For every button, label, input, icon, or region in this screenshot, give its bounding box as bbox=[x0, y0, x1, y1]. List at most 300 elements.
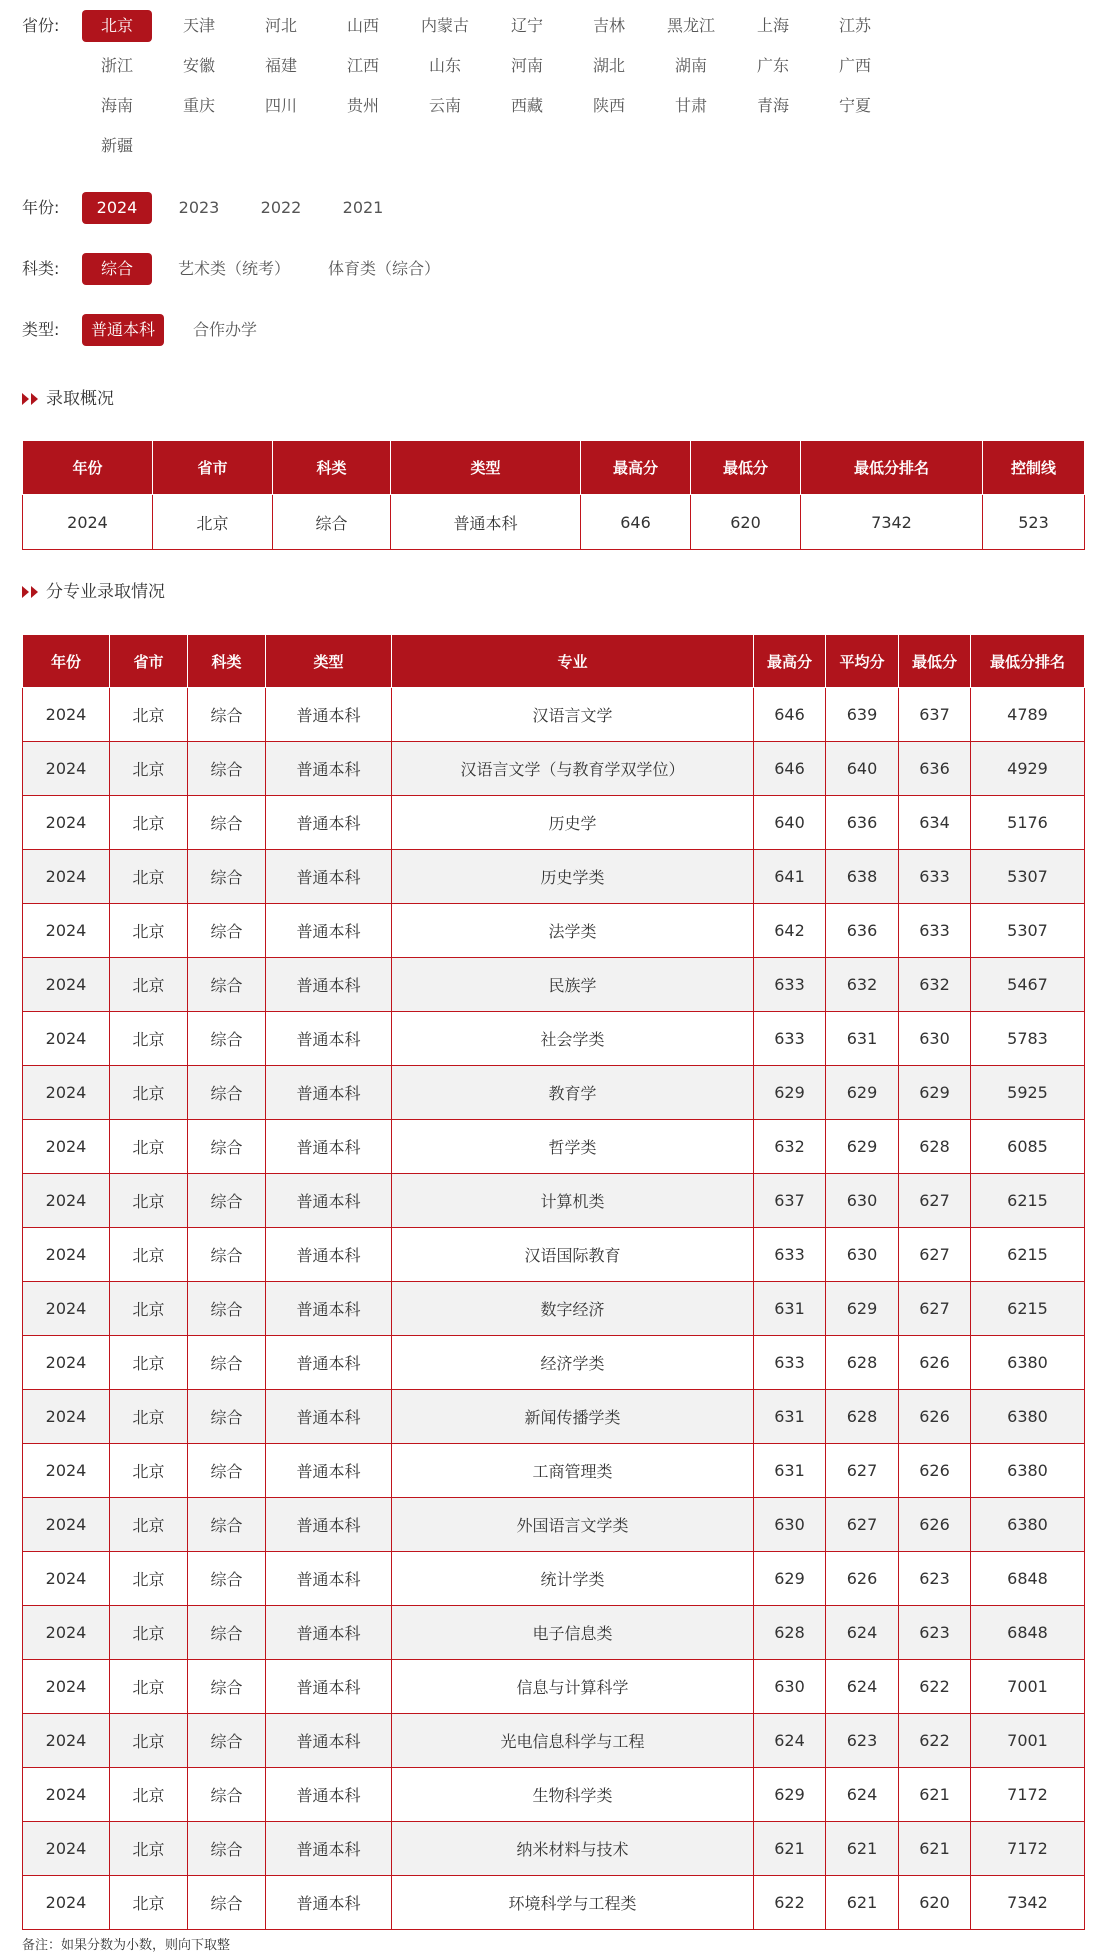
overview-header-row bbox=[23, 441, 1085, 495]
overview-header-cell: 最低分排名 bbox=[801, 441, 983, 495]
table-cell: 北京 bbox=[153, 495, 273, 550]
table-cell: 综合 bbox=[188, 1552, 266, 1606]
province-option[interactable]: 云南 bbox=[428, 96, 461, 115]
table-cell: 628 bbox=[754, 1606, 826, 1660]
table-cell: 经济学类 bbox=[392, 1336, 754, 1390]
table-cell: 626 bbox=[899, 1336, 971, 1390]
table-cell: 普通本科 bbox=[266, 796, 392, 850]
table-cell: 6848 bbox=[971, 1606, 1085, 1660]
table-cell: 641 bbox=[754, 850, 826, 904]
table-cell: 北京 bbox=[110, 1552, 188, 1606]
table-cell: 633 bbox=[754, 1228, 826, 1282]
table-cell: 2024 bbox=[23, 1552, 110, 1606]
table-cell: 北京 bbox=[110, 850, 188, 904]
table-cell: 普通本科 bbox=[266, 904, 392, 958]
table-row bbox=[23, 742, 1085, 796]
table-cell: 632 bbox=[826, 958, 899, 1012]
table-cell: 北京 bbox=[110, 1444, 188, 1498]
table-cell: 5307 bbox=[971, 850, 1085, 904]
year-option[interactable]: 2021 bbox=[342, 198, 384, 217]
table-cell: 6215 bbox=[971, 1228, 1085, 1282]
arrow-right-icon bbox=[31, 393, 38, 405]
table-cell: 7342 bbox=[971, 1876, 1085, 1930]
province-option[interactable]: 天津 bbox=[182, 16, 215, 35]
province-option[interactable]: 西藏 bbox=[510, 96, 543, 115]
table-cell: 6380 bbox=[971, 1390, 1085, 1444]
table-cell: 631 bbox=[754, 1444, 826, 1498]
province-option[interactable]: 上海 bbox=[756, 16, 789, 35]
table-cell: 汉语言文学（与教育学双学位） bbox=[392, 742, 754, 796]
table-cell: 6085 bbox=[971, 1120, 1085, 1174]
table-cell: 普通本科 bbox=[266, 1876, 392, 1930]
table-cell: 622 bbox=[754, 1876, 826, 1930]
table-cell: 普通本科 bbox=[266, 1336, 392, 1390]
table-cell: 629 bbox=[754, 1552, 826, 1606]
table-cell: 北京 bbox=[110, 796, 188, 850]
majors-header-cell: 最低分 bbox=[899, 635, 971, 688]
table-cell: 629 bbox=[754, 1066, 826, 1120]
category-option[interactable]: 体育类（综合） bbox=[327, 259, 440, 278]
table-row bbox=[23, 958, 1085, 1012]
table-cell: 6380 bbox=[971, 1336, 1085, 1390]
table-cell: 636 bbox=[826, 796, 899, 850]
table-cell: 629 bbox=[754, 1768, 826, 1822]
majors-section-title: 分专业录取情况 bbox=[22, 577, 165, 607]
table-cell: 6380 bbox=[971, 1498, 1085, 1552]
table-cell: 6380 bbox=[971, 1444, 1085, 1498]
table-cell: 北京 bbox=[110, 958, 188, 1012]
province-option[interactable]: 江西 bbox=[346, 56, 379, 75]
table-cell: 523 bbox=[983, 495, 1085, 550]
table-cell: 哲学类 bbox=[392, 1120, 754, 1174]
table-cell: 社会学类 bbox=[392, 1012, 754, 1066]
table-cell: 620 bbox=[691, 495, 801, 550]
province-option[interactable]: 海南 bbox=[100, 96, 133, 115]
table-cell: 2024 bbox=[23, 1876, 110, 1930]
majors-header-cell: 最低分排名 bbox=[971, 635, 1085, 688]
province-option[interactable]: 甘肃 bbox=[674, 96, 707, 115]
province-option[interactable]: 青海 bbox=[756, 96, 789, 115]
table-cell: 630 bbox=[826, 1174, 899, 1228]
table-cell: 北京 bbox=[110, 688, 188, 742]
province-option[interactable]: 宁夏 bbox=[838, 96, 871, 115]
table-cell: 5925 bbox=[971, 1066, 1085, 1120]
table-cell: 环境科学与工程类 bbox=[392, 1876, 754, 1930]
table-cell: 普通本科 bbox=[266, 1660, 392, 1714]
table-cell: 普通本科 bbox=[266, 1174, 392, 1228]
table-cell: 北京 bbox=[110, 1066, 188, 1120]
type-option[interactable]: 合作办学 bbox=[192, 320, 257, 339]
table-cell: 633 bbox=[899, 850, 971, 904]
province-option[interactable]: 江苏 bbox=[838, 16, 871, 35]
table-cell: 629 bbox=[899, 1066, 971, 1120]
table-cell: 2024 bbox=[23, 1822, 110, 1876]
table-cell: 外国语言文学类 bbox=[392, 1498, 754, 1552]
table-cell: 纳米材料与技术 bbox=[392, 1822, 754, 1876]
province-option[interactable]: 山西 bbox=[346, 16, 379, 35]
table-cell: 626 bbox=[826, 1552, 899, 1606]
table-cell: 7001 bbox=[971, 1714, 1085, 1768]
table-cell: 2024 bbox=[23, 796, 110, 850]
table-cell: 北京 bbox=[110, 1498, 188, 1552]
table-cell: 5307 bbox=[971, 904, 1085, 958]
table-cell: 633 bbox=[899, 904, 971, 958]
table-cell: 普通本科 bbox=[266, 1120, 392, 1174]
table-cell: 630 bbox=[754, 1660, 826, 1714]
table-cell: 综合 bbox=[188, 742, 266, 796]
overview-section-title: 录取概况 bbox=[22, 384, 114, 414]
year-option[interactable]: 2022 bbox=[260, 198, 302, 217]
table-cell: 7342 bbox=[801, 495, 983, 550]
majors-header-cell: 年份 bbox=[23, 635, 110, 688]
table-cell: 2024 bbox=[23, 1660, 110, 1714]
table-cell: 法学类 bbox=[392, 904, 754, 958]
table-cell: 历史学 bbox=[392, 796, 754, 850]
table-cell: 普通本科 bbox=[266, 1012, 392, 1066]
table-cell: 621 bbox=[826, 1876, 899, 1930]
table-cell: 633 bbox=[754, 1336, 826, 1390]
table-cell: 637 bbox=[899, 688, 971, 742]
table-row bbox=[23, 1606, 1085, 1660]
overview-header-cell: 最低分 bbox=[691, 441, 801, 495]
table-cell: 普通本科 bbox=[266, 1228, 392, 1282]
category-filter bbox=[22, 253, 1084, 285]
table-cell: 627 bbox=[826, 1498, 899, 1552]
table-cell: 623 bbox=[899, 1552, 971, 1606]
overview-header-cell: 科类 bbox=[273, 441, 391, 495]
table-cell: 北京 bbox=[110, 1336, 188, 1390]
table-cell: 621 bbox=[899, 1768, 971, 1822]
table-cell: 综合 bbox=[188, 1714, 266, 1768]
table-cell: 626 bbox=[899, 1390, 971, 1444]
year-filter bbox=[22, 192, 1084, 224]
table-cell: 627 bbox=[899, 1282, 971, 1336]
overview-table bbox=[22, 440, 1085, 550]
table-cell: 622 bbox=[899, 1714, 971, 1768]
table-cell: 电子信息类 bbox=[392, 1606, 754, 1660]
year-label: 年份: bbox=[22, 198, 60, 217]
table-cell: 624 bbox=[754, 1714, 826, 1768]
province-option[interactable]: 辽宁 bbox=[510, 16, 543, 35]
table-cell: 634 bbox=[899, 796, 971, 850]
table-cell: 630 bbox=[754, 1498, 826, 1552]
province-option[interactable]: 黑龙江 bbox=[666, 16, 715, 35]
table-cell: 北京 bbox=[110, 1822, 188, 1876]
table-cell: 2024 bbox=[23, 1390, 110, 1444]
table-cell: 统计学类 bbox=[392, 1552, 754, 1606]
table-cell: 综合 bbox=[188, 1444, 266, 1498]
table-cell: 2024 bbox=[23, 1120, 110, 1174]
table-cell: 646 bbox=[754, 688, 826, 742]
table-cell: 2024 bbox=[23, 495, 153, 550]
province-option[interactable]: 贵州 bbox=[346, 96, 379, 115]
table-cell: 2024 bbox=[23, 1714, 110, 1768]
table-cell: 综合 bbox=[188, 1876, 266, 1930]
table-cell: 631 bbox=[826, 1012, 899, 1066]
type-label: 类型: bbox=[22, 320, 60, 339]
table-cell: 2024 bbox=[23, 1336, 110, 1390]
table-cell: 综合 bbox=[188, 796, 266, 850]
table-cell: 632 bbox=[899, 958, 971, 1012]
table-cell: 629 bbox=[826, 1120, 899, 1174]
table-cell: 6215 bbox=[971, 1282, 1085, 1336]
table-cell: 综合 bbox=[188, 1282, 266, 1336]
overview-header-cell: 最高分 bbox=[581, 441, 691, 495]
table-cell: 北京 bbox=[110, 1876, 188, 1930]
table-cell: 624 bbox=[826, 1768, 899, 1822]
year-option[interactable]: 2023 bbox=[178, 198, 220, 217]
table-cell: 汉语国际教育 bbox=[392, 1228, 754, 1282]
table-cell: 4789 bbox=[971, 688, 1085, 742]
province-option[interactable]: 新疆 bbox=[100, 136, 133, 155]
province-option[interactable]: 浙江 bbox=[100, 56, 133, 75]
province-option[interactable]: 北京 bbox=[82, 10, 152, 42]
province-filter bbox=[22, 10, 1084, 155]
table-cell: 综合 bbox=[188, 1498, 266, 1552]
table-cell: 2024 bbox=[23, 688, 110, 742]
majors-header-cell: 专业 bbox=[392, 635, 754, 688]
table-cell: 计算机类 bbox=[392, 1174, 754, 1228]
table-cell: 623 bbox=[899, 1606, 971, 1660]
province-option[interactable]: 安徽 bbox=[182, 56, 215, 75]
table-cell: 629 bbox=[826, 1066, 899, 1120]
table-row bbox=[23, 1174, 1085, 1228]
province-option[interactable]: 广东 bbox=[756, 56, 789, 75]
table-cell: 北京 bbox=[110, 1390, 188, 1444]
table-cell: 综合 bbox=[188, 1822, 266, 1876]
province-option[interactable]: 湖南 bbox=[674, 56, 707, 75]
province-option[interactable]: 山东 bbox=[428, 56, 461, 75]
table-cell: 5783 bbox=[971, 1012, 1085, 1066]
table-cell: 综合 bbox=[188, 1606, 266, 1660]
table-cell: 普通本科 bbox=[266, 958, 392, 1012]
table-cell: 综合 bbox=[188, 904, 266, 958]
overview-header-cell: 年份 bbox=[23, 441, 153, 495]
table-cell: 综合 bbox=[188, 688, 266, 742]
table-cell: 综合 bbox=[188, 1336, 266, 1390]
province-option[interactable]: 吉林 bbox=[592, 16, 625, 35]
table-row bbox=[23, 1120, 1085, 1174]
table-cell: 普通本科 bbox=[266, 1768, 392, 1822]
table-cell: 综合 bbox=[188, 1768, 266, 1822]
table-cell: 北京 bbox=[110, 742, 188, 796]
table-row bbox=[23, 1282, 1085, 1336]
table-cell: 646 bbox=[754, 742, 826, 796]
table-cell: 630 bbox=[899, 1012, 971, 1066]
table-cell: 2024 bbox=[23, 904, 110, 958]
table-cell: 北京 bbox=[110, 1228, 188, 1282]
type-option[interactable]: 普通本科 bbox=[82, 314, 164, 346]
table-row bbox=[23, 1714, 1085, 1768]
table-cell: 626 bbox=[899, 1444, 971, 1498]
table-cell: 综合 bbox=[188, 1660, 266, 1714]
table-cell: 光电信息科学与工程 bbox=[392, 1714, 754, 1768]
province-option[interactable]: 广西 bbox=[838, 56, 871, 75]
table-cell: 2024 bbox=[23, 742, 110, 796]
table-cell: 621 bbox=[826, 1822, 899, 1876]
table-cell: 历史学类 bbox=[392, 850, 754, 904]
table-row bbox=[23, 1228, 1085, 1282]
table-cell: 北京 bbox=[110, 1606, 188, 1660]
table-row bbox=[23, 850, 1085, 904]
category-label: 科类: bbox=[22, 259, 60, 278]
category-option[interactable]: 综合 bbox=[82, 253, 152, 285]
table-cell: 630 bbox=[826, 1228, 899, 1282]
table-cell: 北京 bbox=[110, 1768, 188, 1822]
overview-header-cell: 控制线 bbox=[983, 441, 1085, 495]
table-cell: 633 bbox=[754, 1012, 826, 1066]
table-cell: 633 bbox=[754, 958, 826, 1012]
table-cell: 623 bbox=[826, 1714, 899, 1768]
province-option[interactable]: 湖北 bbox=[592, 56, 625, 75]
table-cell: 2024 bbox=[23, 1444, 110, 1498]
table-cell: 5176 bbox=[971, 796, 1085, 850]
table-cell: 普通本科 bbox=[266, 1066, 392, 1120]
table-cell: 北京 bbox=[110, 1120, 188, 1174]
table-cell: 624 bbox=[826, 1606, 899, 1660]
table-cell: 2024 bbox=[23, 1606, 110, 1660]
table-cell: 622 bbox=[899, 1660, 971, 1714]
table-cell: 普通本科 bbox=[266, 1498, 392, 1552]
table-cell: 普通本科 bbox=[266, 688, 392, 742]
table-cell: 北京 bbox=[110, 904, 188, 958]
table-cell: 638 bbox=[826, 850, 899, 904]
table-cell: 综合 bbox=[188, 958, 266, 1012]
table-row bbox=[23, 1390, 1085, 1444]
province-option[interactable]: 四川 bbox=[264, 96, 297, 115]
table-row bbox=[23, 1552, 1085, 1606]
footnote: 备注：如果分数为小数，则向下取整 bbox=[22, 1938, 231, 1953]
table-cell: 2024 bbox=[23, 958, 110, 1012]
table-cell: 综合 bbox=[273, 495, 391, 550]
province-option[interactable]: 福建 bbox=[264, 56, 297, 75]
majors-header-cell: 平均分 bbox=[826, 635, 899, 688]
table-row bbox=[23, 1822, 1085, 1876]
table-cell: 620 bbox=[899, 1876, 971, 1930]
table-row bbox=[23, 1498, 1085, 1552]
table-row bbox=[23, 1660, 1085, 1714]
province-option[interactable]: 内蒙古 bbox=[420, 16, 469, 35]
table-cell: 民族学 bbox=[392, 958, 754, 1012]
table-cell: 2024 bbox=[23, 850, 110, 904]
table-cell: 北京 bbox=[110, 1174, 188, 1228]
table-cell: 624 bbox=[826, 1660, 899, 1714]
table-cell: 627 bbox=[826, 1444, 899, 1498]
table-cell: 北京 bbox=[110, 1282, 188, 1336]
table-cell: 综合 bbox=[188, 1120, 266, 1174]
table-cell: 普通本科 bbox=[266, 1282, 392, 1336]
table-cell: 642 bbox=[754, 904, 826, 958]
table-cell: 新闻传播学类 bbox=[392, 1390, 754, 1444]
table-cell: 646 bbox=[581, 495, 691, 550]
table-cell: 640 bbox=[826, 742, 899, 796]
category-option[interactable]: 艺术类（统考） bbox=[177, 259, 290, 278]
table-cell: 626 bbox=[899, 1498, 971, 1552]
table-cell: 5467 bbox=[971, 958, 1085, 1012]
table-row bbox=[23, 1336, 1085, 1390]
type-filter bbox=[22, 314, 1084, 346]
table-cell: 632 bbox=[754, 1120, 826, 1174]
table-cell: 综合 bbox=[188, 1228, 266, 1282]
table-cell: 629 bbox=[826, 1282, 899, 1336]
table-cell: 636 bbox=[826, 904, 899, 958]
table-cell: 普通本科 bbox=[266, 1714, 392, 1768]
province-option[interactable]: 河南 bbox=[510, 56, 543, 75]
table-cell: 北京 bbox=[110, 1660, 188, 1714]
table-cell: 631 bbox=[754, 1390, 826, 1444]
province-option[interactable]: 重庆 bbox=[182, 96, 215, 115]
table-row bbox=[23, 1876, 1085, 1930]
table-cell: 6848 bbox=[971, 1552, 1085, 1606]
table-cell: 2024 bbox=[23, 1174, 110, 1228]
table-cell: 汉语言文学 bbox=[392, 688, 754, 742]
table-cell: 631 bbox=[754, 1282, 826, 1336]
majors-header-row bbox=[23, 635, 1085, 688]
table-cell: 2024 bbox=[23, 1498, 110, 1552]
table-row bbox=[23, 1066, 1085, 1120]
table-cell: 627 bbox=[899, 1174, 971, 1228]
province-option[interactable]: 河北 bbox=[264, 16, 297, 35]
table-cell: 普通本科 bbox=[266, 1444, 392, 1498]
table-cell: 普通本科 bbox=[266, 1390, 392, 1444]
table-cell: 628 bbox=[899, 1120, 971, 1174]
majors-header-cell: 最高分 bbox=[754, 635, 826, 688]
table-cell: 综合 bbox=[188, 1174, 266, 1228]
table-cell: 北京 bbox=[110, 1012, 188, 1066]
table-cell: 普通本科 bbox=[266, 742, 392, 796]
table-cell: 640 bbox=[754, 796, 826, 850]
majors-header-cell: 类型 bbox=[266, 635, 392, 688]
table-cell: 7172 bbox=[971, 1768, 1085, 1822]
overview-header-cell: 省市 bbox=[153, 441, 273, 495]
table-cell: 636 bbox=[899, 742, 971, 796]
table-cell: 综合 bbox=[188, 1066, 266, 1120]
table-row bbox=[23, 1012, 1085, 1066]
table-cell: 639 bbox=[826, 688, 899, 742]
table-cell: 6215 bbox=[971, 1174, 1085, 1228]
overview-header-cell: 类型 bbox=[391, 441, 581, 495]
table-row bbox=[23, 688, 1085, 742]
table-cell: 628 bbox=[826, 1336, 899, 1390]
arrow-right-icon bbox=[22, 586, 29, 598]
majors-header-cell: 科类 bbox=[188, 635, 266, 688]
province-option[interactable]: 陕西 bbox=[592, 96, 625, 115]
table-cell: 628 bbox=[826, 1390, 899, 1444]
arrow-right-icon bbox=[22, 393, 29, 405]
table-row bbox=[23, 1444, 1085, 1498]
table-cell: 2024 bbox=[23, 1228, 110, 1282]
table-cell: 637 bbox=[754, 1174, 826, 1228]
table-cell: 7172 bbox=[971, 1822, 1085, 1876]
table-cell: 教育学 bbox=[392, 1066, 754, 1120]
table-row bbox=[23, 495, 1085, 550]
table-cell: 综合 bbox=[188, 850, 266, 904]
table-cell: 621 bbox=[754, 1822, 826, 1876]
table-cell: 普通本科 bbox=[266, 1822, 392, 1876]
table-cell: 工商管理类 bbox=[392, 1444, 754, 1498]
majors-header-cell: 省市 bbox=[110, 635, 188, 688]
table-row bbox=[23, 904, 1085, 958]
table-cell: 2024 bbox=[23, 1012, 110, 1066]
table-cell: 生物科学类 bbox=[392, 1768, 754, 1822]
majors-table bbox=[22, 634, 1085, 1930]
table-cell: 627 bbox=[899, 1228, 971, 1282]
table-cell: 621 bbox=[899, 1822, 971, 1876]
table-cell: 数字经济 bbox=[392, 1282, 754, 1336]
year-option[interactable]: 2024 bbox=[82, 192, 152, 224]
table-cell: 北京 bbox=[110, 1714, 188, 1768]
province-label: 省份: bbox=[22, 16, 60, 35]
